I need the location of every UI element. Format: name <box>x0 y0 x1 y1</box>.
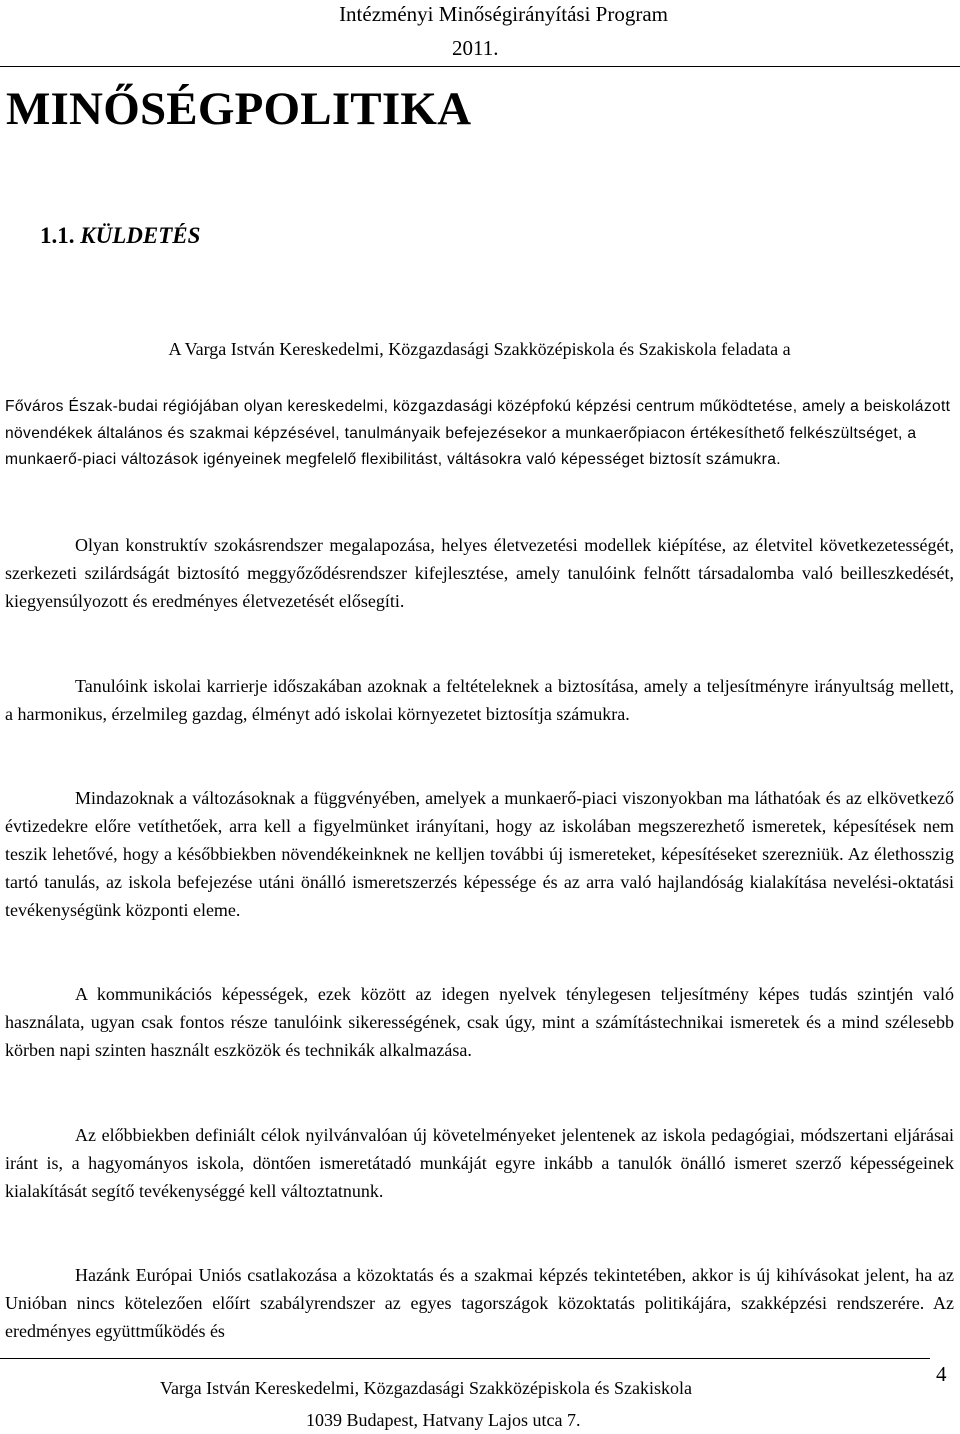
body-paragraph: Tanulóink iskolai karrierje időszakában azoknak a feltételeknek a biztosítása, amely a teljesítményre irányultság mellett, a harmonikus, érzelmileg gazdag, élményt adó iskolai környezetet biztosítja számukra. <box>5 676 954 724</box>
header-divider <box>0 66 960 67</box>
footer-address: 1039 Budapest, Hatvany Lajos utca 7. <box>306 1410 581 1430</box>
footer-divider <box>0 1358 930 1359</box>
mission-paragraph: Főváros Észak-budai régiójában olyan kereskedelmi, közgazdasági középfokú képzési centrum működtetése, amely a beiskolázott növendékek általános és szakmai képzésével, tanulmányaik befejezésekor a munkaerőpiacon értékesíthető felkészültséget, a munkaerő-piaci változások igényeinek megfelelő flexibilitást, váltásokra való képességet biztosít számukra. <box>5 398 951 468</box>
intro-line: A Varga István Kereskedelmi, Közgazdasági Szakközépiskola és Szakiskola feladata a <box>168 339 791 359</box>
body-paragraph: Az előbbiekben definiált célok nyilvánvalóan új követelményeket jelentenek az iskola pedagógiai, módszertani eljárásai iránt is, a hagyományos iskola, döntően ismeretátadó munkáját egyre inkább a tanulók önálló ismeret szerző képességeinek kialakítását segítő tevékenységgé kell változtatnunk. <box>5 1125 954 1201</box>
body-paragraph: Hazánk Európai Uniós csatlakozása a közoktatás és a szakmai képzés tekintetében, akkor is új kihívásokat jelent, ha az Unióban nincs kötelezően előírt szabályrendszer az egyes tagországok közoktatás politikájára, szakképzési rendszerére. Az eredményes együttműködés és <box>5 1265 954 1341</box>
body-paragraph: A kommunikációs képességek, ezek között az idegen nyelvek ténylegesen teljesítmény képes tudás szintjén való használata, ugyan csak fontos része tanulóink sikerességének, csak úgy, mint a számítástechnikai ismeretek és a mind szélesebb körben napi szinten használt eszközök és technikák alkalmazása. <box>5 984 954 1060</box>
section-heading <box>40 222 200 250</box>
page-number: 4 <box>936 1362 947 1386</box>
body-paragraph: Mindazoknak a változásoknak a függvényében, amelyek a munkaerő-piaci viszonyokban ma láthatóak és az elkövetkező évtizedekre előre vetíthetőek, arra kell a figyelmünket irányítani, hogy az iskolában megszerezhető ismeretek, képesítések nem teszik lehetővé, hogy a későbbiekben növendékeinknek ne kelljen további új ismereteket, képesítéseket szerezniük. Az élethosszig tartó tanulás, az iskola befejezése utáni önálló ismeretszerzés képessége és az arra való hajlandóság kialakítása nevelési-oktatási tevékenységünk központi eleme. <box>5 788 954 920</box>
footer-organization: Varga István Kereskedelmi, Közgazdasági Szakközépiskola és Szakiskola <box>160 1378 692 1398</box>
header-program-title: Intézményi Minőségirányítási Program <box>339 2 668 26</box>
section-title: KÜLDETÉS <box>80 223 201 248</box>
body-paragraph: Olyan konstruktív szokásrendszer megalapozása, helyes életvezetési modellek kiépítése, az életvitel következetességét, szerkezeti szilárdságát biztosító meggyőződésrendszer kifejlesztése, amely tanulóink felnőtt társadalomba való beilleszkedését, kiegyensúlyozott és eredményes életvezetését elősegíti. <box>5 535 954 611</box>
page-header <box>0 0 960 72</box>
section-number: 1.1. <box>40 223 75 248</box>
header-year: 2011. <box>452 36 499 60</box>
page-title: MINŐSÉGPOLITIKA <box>6 83 472 135</box>
